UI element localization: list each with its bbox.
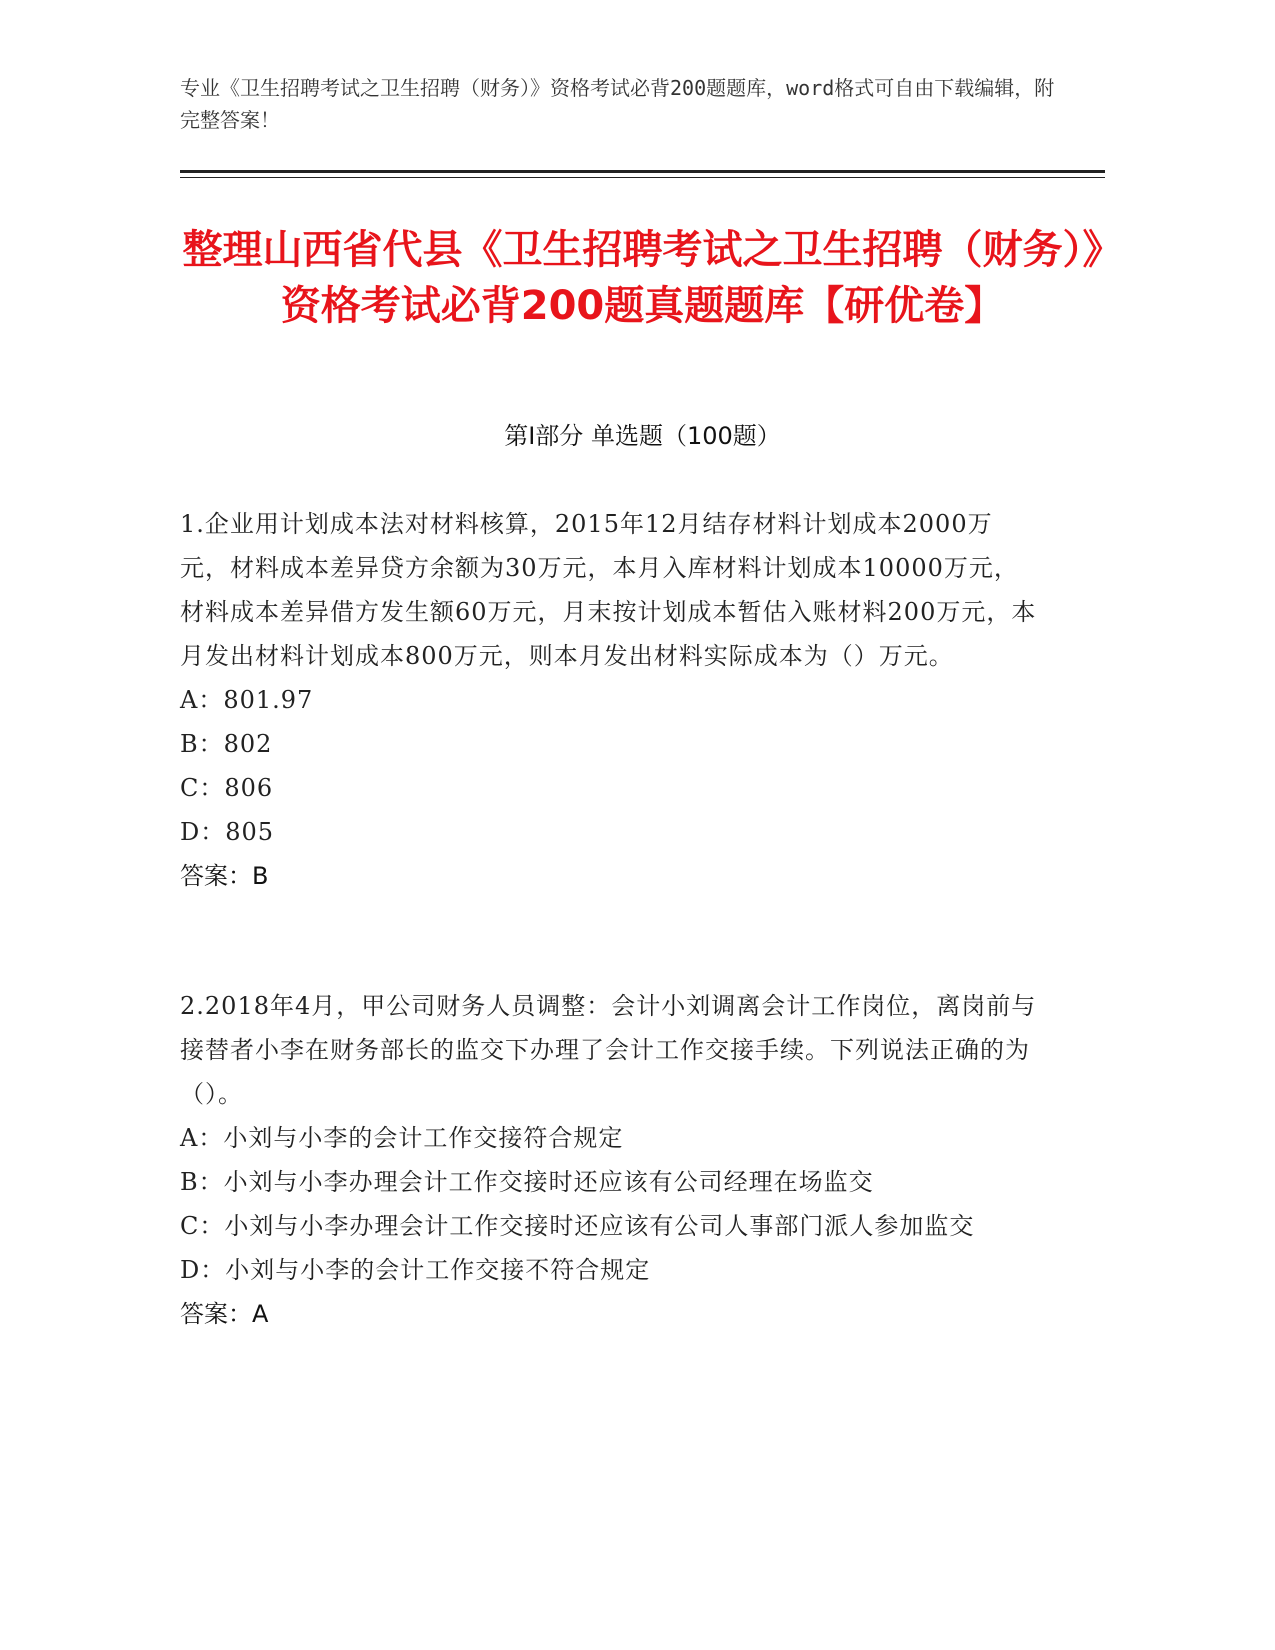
option-d: D：805 — [180, 818, 275, 846]
question-2 — [180, 984, 1040, 1336]
question-1 — [180, 502, 1040, 898]
header-divider-thick — [180, 170, 1105, 173]
answer: 答案：A — [180, 1300, 269, 1328]
option-c: C：806 — [180, 774, 274, 802]
header-divider-thin — [180, 177, 1105, 178]
question-text: 1.企业用计划成本法对材料核算，2015年12月结存材料计划成本2000万元，材料成本差异贷方余额为30万元，本月入库材料计划成本10000万元，材料成本差异借方发生额60万元，月末按计划成本暂估入账材料200万元，本月发出材料计划成本800万元，则本月发出材料实际成本为（）万元。 — [180, 510, 1037, 670]
header-note: 专业《卫生招聘考试之卫生招聘（财务）》资格考试必背200题题库，word格式可自由下载编辑，附完整答案！ — [180, 76, 1055, 132]
document-title: 整理山西省代县《卫生招聘考试之卫生招聘（财务）》资格考试必背200题真题题库【研优卷】 — [182, 227, 1103, 329]
option-a: A：小刘与小李的会计工作交接符合规定 — [180, 1124, 624, 1152]
option-d: D：小刘与小李的会计工作交接不符合规定 — [180, 1256, 651, 1284]
answer: 答案：B — [180, 862, 269, 890]
option-c: C：小刘与小李办理会计工作交接时还应该有公司人事部门派人参加监交 — [180, 1212, 975, 1240]
option-a: A：801.97 — [180, 686, 314, 714]
section-title: 第I部分 单选题（100题） — [504, 422, 781, 450]
option-b: B：小刘与小李办理会计工作交接时还应该有公司经理在场监交 — [180, 1168, 874, 1196]
question-text: 2.2018年4月，甲公司财务人员调整：会计小刘调离会计工作岗位，离岗前与接替者小李在财务部长的监交下办理了会计工作交接手续。下列说法正确的为（）。 — [180, 992, 1037, 1108]
option-b: B：802 — [180, 730, 273, 758]
